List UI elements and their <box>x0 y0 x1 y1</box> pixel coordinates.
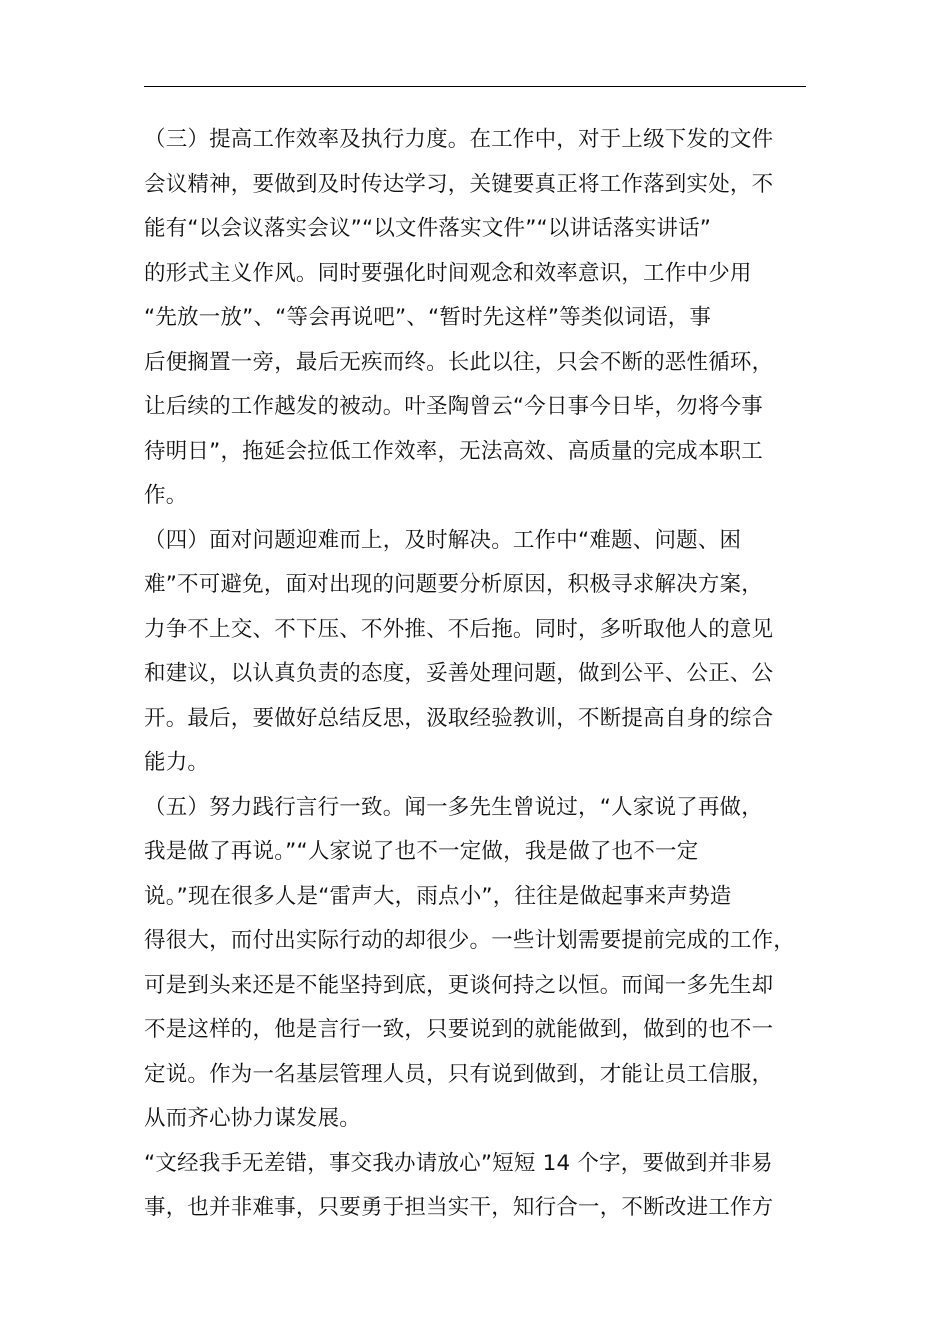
text-line: 会议精神，要做到及时传达学习，关键要真正将工作落到实处，不 <box>144 171 774 197</box>
text-line: 力争不上交、不下压、不外推、不后拖。同时，多听取他人的意见 <box>144 616 774 642</box>
text-line: （四）面对问题迎难而上，及时解决。工作中“难题、问题、困 <box>144 527 742 553</box>
text-line: 定说。作为一名基层管理人员，只有说到做到，才能让员工信服， <box>144 1061 774 1087</box>
text-line: 和建议，以认真负责的态度，妥善处理问题，做到公平、公正、公 <box>144 661 774 686</box>
text-line: 能力。 <box>144 750 210 775</box>
text-line: 待明日”，拖延会拉低工作效率，无法高效、高质量的完成本职工 <box>144 438 763 464</box>
text-line: 难”不可避免，面对出现的问题要分析原因，积极寻求解决方案， <box>144 572 763 597</box>
text-line: “文经我手无差错，事交我办请放心”短短 14 个字，要做到并非易 <box>144 1150 773 1176</box>
text-line: 不是这样的，他是言行一致，只要说到的就能做到，做到的也不一 <box>144 1017 774 1042</box>
text-line: 开。最后，要做好总结反思，汲取经验教训，不断提高自身的综合 <box>144 705 774 731</box>
text-line: 能有“以会议落实会议”“以文件落实文件”“以讲话落实讲话” <box>144 216 712 241</box>
text-line: 后便搁置一旁，最后无疾而终。长此以往，只会不断的恶性循环， <box>144 349 774 375</box>
text-line: 的形式主义作风。同时要强化时间观念和效率意识，工作中少用 <box>144 260 752 286</box>
text-line: 可是到头来还是不能坚持到底，更谈何持之以恒。而闻一多先生却 <box>144 972 774 998</box>
text-line: 说。”现在很多人是“雷声大，雨点小”，往往是做起事来声势造 <box>144 883 732 909</box>
text-line: 得很大，而付出实际行动的却很少。一些计划需要提前完成的工作， <box>144 928 796 953</box>
text-line: 作。 <box>144 483 188 508</box>
text-line: 从而齐心协力谋发展。 <box>144 1106 362 1131</box>
text-line: （三）提高工作效率及执行力度。在工作中，对于上级下发的文件 <box>144 127 774 152</box>
header-rule <box>144 86 806 87</box>
text-line: 让后续的工作越发的被动。叶圣陶曾云“今日事今日毕，勿将今事 <box>144 394 763 419</box>
text-line: （五）努力践行言行一致。闻一多先生曾说过，“人家说了再做， <box>144 794 763 820</box>
text-line: “先放一放”、“等会再说吧”、“暂时先这样”等类似词语，事 <box>144 305 712 330</box>
text-line: 我是做了再说。”“人家说了也不一定做，我是做了也不一定 <box>144 839 699 864</box>
text-line: 事，也并非难事，只要勇于担当实干，知行合一，不断改进工作方 <box>144 1195 774 1220</box>
body-text <box>144 118 812 1231</box>
